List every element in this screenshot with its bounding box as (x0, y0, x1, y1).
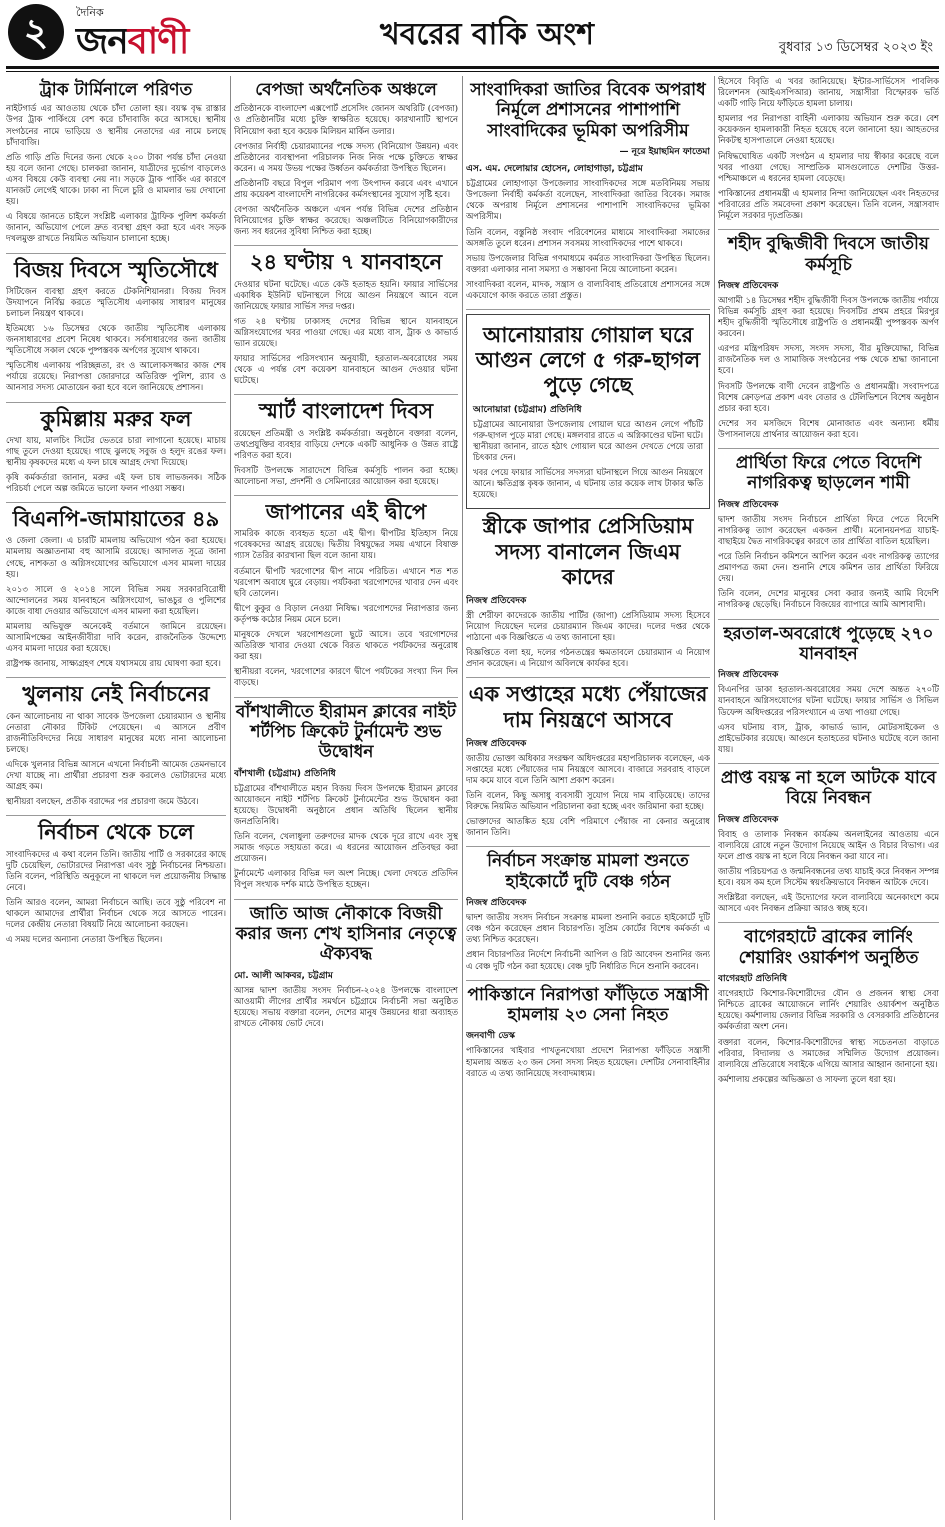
article-hartal (718, 624, 939, 764)
article-bnp (6, 507, 226, 678)
column-divider (230, 76, 231, 1520)
article-headline: হরতাল-অবরোধে পুড়েছে ২৭০ যানবাহন (723, 623, 934, 664)
article-paragraph: সিটিজেন ব্যবস্থা গ্রহণ করতে টেকনিশিয়ানরা। বিজয় দিবস উদযাপনে নির্বিঘ্ন করতে স্মৃতিসৌধ এলাকায় সাধারণ মানুষের চলাচল নিয়ন্ত্রণ থাকবে। (6, 285, 226, 318)
article-anwara (466, 314, 710, 509)
article-khulna (6, 682, 226, 816)
article-paragraph: দ্বীপে কুকুর ও বিড়াল নেওয়া নিষিদ্ধ। খরগোশদের নিরাপত্তার জন্য কর্তৃপক্ষ কঠোর নিয়ম মেনে চলে। (234, 602, 458, 624)
article-brac (718, 927, 939, 1085)
article-paragraph: সংশ্লিষ্টরা বলছেন, এই উদ্যোগের ফলে বাল্যবিয়ে অনেকাংশে কমে আসবে এবং নিবন্ধন প্রক্রিয়া আরও স্বচ্ছ হবে। (718, 892, 939, 914)
article-paragraph: এ বিষয়ে জানতে চাইলে সংশ্লিষ্ট এলাকার ট্রাফিক পুলিশ কর্মকর্তা জানান, অভিযোগ পেলে দ্রুত ব্যবস্থা গ্রহণ করা হবে এবং সড়ক দখলমুক্ত রাখতে নিয়মিত অভিযান চালানো হচ্ছে। (6, 211, 226, 244)
article-paragraph: জাতীয় পরিচয়পত্র ও জন্মনিবন্ধনের তথ্য যাচাই করে নিবন্ধন সম্পন্ন হবে। বয়স কম হলে সিস্টেম স্বয়ংক্রিয়ভাবে নিবন্ধন আটকে দেবে। (718, 865, 939, 888)
article-byline: মো. আলী আকবর, চট্টগ্রাম (234, 970, 333, 981)
article-quote-attribution: — নূরে ইয়াছমিন ফাতেমা (619, 147, 710, 158)
article-fire24 (234, 250, 458, 395)
article-paragraph: কেন আলোচনায় না থাকা সাবেক উপজেলা চেয়ারম্যান ও স্থানীয় নেতারা নৌকার টিকিট পেয়েছেন। এ আসনে প্রবীণ রাজনীতিবিদদের নিয়ে সাধারণ মানুষের মধ্যে নানা আলোচনা চলছে। (6, 710, 226, 754)
article-paragraph: তিনি আরও বলেন, আমরা নির্বাচনে আছি। তবে সুষ্ঠু পরিবেশ না থাকলে আমাদের প্রার্থীরা নির্বাচন থেকে সরে আসতে পারেন। দলের কেন্দ্রীয় নেতারা বিষয়টি নিয়ে আলোচনা করছেন। (6, 896, 226, 930)
article-paragraph: প্রতি গাড়ি প্রতি দিনের জন্য থেকে ২০০ টাকা পর্যন্ত চাঁদা নেওয়া হয় বলে জানা গেছে। চালকরা জানান, যাত্রীদের দুর্ভোগ বাড়লেও এসব বিষয়ে কেউ ব্যবস্থা নেয় না। সড়কে ট্রাক পার্কিং এর কারণে যানজট লেগেই থাকে। ঢাকা না দিলে চুরি ও মামলার ভয় দেখানো হয়। (6, 151, 226, 207)
article-paragraph: পরে তিনি নির্বাচন কমিশনে আপিল করেন এবং নাগরিকত্ব ত্যাগের প্রমাণপত্র জমা দেন। শুনানি শেষে কমিশন তার প্রার্থিতা ফিরিয়ে দেয়। (718, 551, 939, 584)
article-paragraph: বাগেরহাটে কিশোর-কিশোরীদের যৌন ও প্রজনন স্বাস্থ্য সেবা নিশ্চিতে ব্রাকের আয়োজনে লার্নিং শেয়ারিং ওয়ার্কশপ অনুষ্ঠিত হয়েছে। কর্মশালায় জেলার বিভিন্ন সরকারি ও বেসরকারি প্রতিষ্ঠানের কর্মকর্তারা অংশ নেন। (718, 988, 939, 1032)
article-smart (234, 399, 458, 496)
article-paragraph: সামরিক কাজে ব্যবহৃত হতো এই দ্বীপ। দ্বীপটির ইতিহাস নিয়ে গবেষকদের আগ্রহ রয়েছে। দ্বিতীয় বিশ্বযুদ্ধের সময় এখানে বিষাক্ত গ্যাস তৈরির কারখানা ছিল বলে জানা যায়। (234, 528, 458, 561)
article-headline: নির্বাচন সংক্রান্ত মামলা শুনতে হাইকোর্টে দুটি বেঞ্চ গঠন (487, 851, 689, 892)
article-paragraph: কর্মশালায় প্রকল্পের অভিজ্ঞতা ও সাফল্য তুলে ধরা হয়। (718, 1073, 896, 1084)
article-election-left (6, 820, 226, 945)
article-truck (6, 80, 226, 254)
article-paragraph: দিবসটি উপলক্ষে বাণী দেবেন রাষ্ট্রপতি ও প্রধানমন্ত্রী। সংবাদপত্রে বিশেষ ক্রোড়পত্র প্রকাশ এবং বেতার ও টেলিভিশনে বিশেষ অনুষ্ঠান প্রচার করা হবে। (718, 380, 939, 413)
article-paragraph: তিনি বলেন, খেলাধুলা তরুণদের মাদক থেকে দূরে রাখে এবং সুস্থ সমাজ গড়তে সহায়তা করে। এ ধরনের আয়োজন প্রতিবছর করা প্রয়োজন। (234, 831, 458, 864)
article-byline: এস. এম. দেলোয়ার হোসেন, লোহাগাড়া, চট্টগ্রাম (466, 164, 643, 175)
article-paragraph: দেশের সব মসজিদে বিশেষ মোনাজাত এবং অন্যান্য ধর্মীয় উপাসনালয়ে প্রার্থনার আয়োজন করা হবে। (718, 417, 939, 439)
logo-wordmark (76, 14, 188, 74)
article-headline: বাগেরহাটে ব্রাকের লার্নিং শেয়ারিং ওয়ার্কশপ অনুষ্ঠিত (738, 927, 919, 968)
article-byline: নিজস্ব প্রতিবেদক (718, 670, 779, 681)
article-byline: বাঁশখালী (চট্টগ্রাম) প্রতিনিধি (234, 768, 336, 779)
article-paragraph: সভায় উপজেলার বিভিন্ন গণমাধ্যমে কর্মরত সাংবাদিকরা উপস্থিত ছিলেন। বক্তারা এলাকার নানা সমস্যা ও সম্ভাবনা নিয়ে আলোচনা করেন। (466, 252, 710, 274)
article-paragraph: মানুষকে দেখলে খরগোশগুলো ছুটে আসে। তবে খরগোশদের অতিরিক্ত খাবার দেওয়া থেকে বিরত থাকতে পর্যটকদের অনুরোধ করা হয়। (234, 629, 458, 662)
article-paragraph: রয়েছেন প্রতিমন্ত্রী ও সংশ্লিষ্ট কর্মকর্তারা। অনুষ্ঠানে বক্তারা বলেন, তথ্যপ্রযুক্তির ব্যবহার বাড়িয়ে দেশকে একটি আধুনিক ও উন্নত রাষ্ট্রে পরিণত করা হবে। (234, 427, 458, 460)
logo-right: বাণী (127, 21, 189, 62)
masthead-rule (6, 66, 939, 69)
article-headline: বিএনপি-জামায়াতের ৪৯ (12, 507, 220, 532)
article-byline: নিজস্ব প্রতিবেদক (718, 814, 779, 825)
article-paragraph: এদিকে খুলনার বিভিন্ন আসনে এখনো নির্বাচনী আমেজ তেমনভাবে দেখা যাচ্ছে না। প্রার্থীরা প্রচারণা শুরু করলেও ভোটারদের মধ্যে আগ্রহ কম। (6, 758, 226, 792)
article-headline: বিজয় দিবসে স্মৃতিসৌধে (14, 257, 218, 282)
article-paragraph: খবর পেয়ে ফায়ার সার্ভিসের সদস্যরা ঘটনাস্থলে গিয়ে আগুন নিয়ন্ত্রণে আনে। ক্ষতিগ্রস্ত কৃষক জানান, এ ঘটনায় তার কয়েক লাখ টাকার ক্ষতি হয়েছে। (473, 467, 703, 500)
column-1 (6, 76, 226, 1520)
article-cricket (234, 702, 458, 900)
column-divider (462, 76, 463, 1520)
article-paragraph: এরপর মন্ত্রিপরিষদ সদস্য, সংসদ সদস্য, বীর মুক্তিযোদ্ধা, বিভিন্ন রাজনৈতিক দল ও সামাজিক সংগঠনের পক্ষ থেকে শ্রদ্ধা জানানো হবে। (718, 343, 939, 376)
article-paragraph: দ্বাদশ জাতীয় সংসদ নির্বাচনে প্রার্থিতা ফিরে পেতে বিদেশি নাগরিকত্ব ত্যাগ করেছেন একজন প্রার্থী। মনোনয়নপত্র যাচাই-বাছাইয়ে দ্বৈত নাগরিকত্বের কারণে তার প্রার্থিতা বাতিল হয়েছিল। (718, 513, 939, 546)
article-paragraph: দ্বাদশ জাতীয় সংসদ নির্বাচন সংক্রান্ত মামলা শুনানি করতে হাইকোর্টে দুটি বেঞ্চ গঠন করেছেন প্রধান বিচারপতি। সুপ্রিম কোর্টের বিশেষ কর্মকর্তা এ তথ্য নিশ্চিত করেছেন। (466, 912, 710, 945)
column-divider (714, 76, 715, 1520)
article-economy (234, 80, 458, 246)
article-headline: বেপজা অর্থনৈতিক অঞ্চলে (255, 80, 437, 100)
article-headline: পাকিস্তানে নিরাপত্তা ফাঁড়িতে সন্ত্রাসী হামলায় ২৩ সেনা নিহত (467, 984, 709, 1026)
section-title: খবরের বাকি অংশ (380, 17, 594, 52)
article-paragraph: স্ত্রী শেরীফা কাদেরকে জাতীয় পার্টির (জাপা) প্রেসিডিয়াম সদস্য হিসেবে নিয়োগ দিয়েছেন দলের চেয়ারম্যান জিএম কাদের। দলের দপ্তর থেকে পাঠানো এক বিজ্ঞপ্তিতে এ তথ্য জানানো হয়। (466, 609, 710, 643)
article-paragraph: চট্টগ্রামের আনোয়ারা উপজেলায় গোয়াল ঘরে আগুন লেগে পাঁচটি গরু-ছাগল পুড়ে মারা গেছে। মঙ্গলবার রাতে এ অগ্নিকাণ্ডের ঘটনা ঘটে। স্থানীয়রা জানান, রাতে হঠাৎ গোয়াল ঘরে আগুন দেখতে পেয়ে তারা চিৎকার দেন। (473, 418, 703, 462)
article-paragraph: বেপজার নির্বাহী চেয়ারম্যানের পক্ষে সদস্য (বিনিয়োগ উন্নয়ন) এবং প্রতিষ্ঠানের ব্যবস্থাপনা পরিচালক নিজ নিজ পক্ষে চুক্তিতে স্বাক্ষর করেন। এ সময় উভয় পক্ষের উর্ধ্বতন কর্মকর্তারা উপস্থিত ছিলেন। (234, 140, 458, 173)
column-3 (466, 76, 710, 1520)
article-paragraph: বেপজা অর্থনৈতিক অঞ্চলে এখন পর্যন্ত বিভিন্ন দেশের প্রতিষ্ঠান বিনিয়োগের চুক্তি স্বাক্ষর করেছে। অঞ্চলটিতে বিনিয়োগকারীদের জন্য সব ধরনের সুবিধা নিশ্চিত করা হচ্ছে। (234, 204, 458, 237)
article-nation (234, 904, 458, 1030)
article-headline: সাংবাদিকরা জাতির বিবেক অপরাধ নির্মূলে প্রশাসনের পাশাপাশি সাংবাদিকের ভূমিকা অপরিসীম (470, 80, 706, 141)
article-headline: কুমিল্লায় মরুর ফল (40, 406, 192, 431)
article-byline: নিজস্ব প্রতিবেদক (466, 738, 527, 749)
article-paragraph: বিএনপির ডাকা হরতাল-অবরোধের সময় দেশে অন্তত ২৭০টি যানবাহনে অগ্নিসংযোগের ঘটনা ঘটেছে। ফায়ার সার্ভিস ও সিভিল ডিফেন্স অধিদপ্তরের পরিসংখ্যানে এ তথ্য পাওয়া গেছে। (718, 684, 939, 717)
article-headline: বাঁশখালীতে হীরামন ক্লাবের নাইট শর্টপিচ ক্রিকেট টুর্নামেন্ট শুভ উদ্বোধন (235, 701, 457, 763)
article-paragraph: সাংবাদিকদের এ কথা বলেন তিনি। জাতীয় পার্টি ও সরকারের কাছে দুটি চেয়েছিল, ভোটারদের নিরাপত্তা এবং সুষ্ঠু নির্বাচনের নিশ্চয়তা। তিনি বলেন, পরিস্থিতি অনুকূলে না থাকলে দল প্রয়োজনীয় সিদ্ধান্ত নেবে। (6, 848, 226, 892)
issue-date: বুধবার ১৩ ডিসেম্বর ২০২৩ ইং (778, 40, 933, 55)
article-headline: ট্রাক টার্মিনালে পরিণত (39, 80, 193, 100)
article-paragraph: আসন্ন দ্বাদশ জাতীয় সংসদ নির্বাচন-২০২৪ উপলক্ষে বাংলাদেশ আওয়ামী লীগের প্রার্থীর সমর্থনে চট্টগ্রামে নির্বাচনী সভা অনুষ্ঠিত হয়েছে। সভায় বক্তারা বলেন, দেশের মানুষ উন্নয়নের ধারা অব্যাহত রাখতে নৌকায় ভোট দেবে। (234, 984, 458, 1028)
article-paragraph: তিনি বলেন, দেশের মানুষের সেবা করার জন্যই আমি বিদেশি নাগরিকত্ব ছেড়েছি। নির্বাচনে বিজয়ের ব্যাপারে আমি আশাবাদী। (718, 588, 939, 610)
article-paragraph: দিবসটি উপলক্ষে সারাদেশে বিভিন্ন কর্মসূচি পালন করা হচ্ছে। আলোচনা সভা, প্রদর্শনী ও সেমিনারের আয়োজন করা হয়েছে। (234, 464, 458, 487)
article-paragraph: দেখা যায়, মালচিং সিটের ভেতরে চারা লাগানো হয়েছে। মাচায় গাছ তুলে দেওয়া হয়েছে। গাছে ঝুলছে সবুজ ও হলুদ রঙের ফল। স্থানীয় কৃষকদের মধ্যে এ ফল চাষে আগ্রহ দেখা দিয়েছে। (6, 434, 226, 467)
article-gm-quader (466, 514, 710, 678)
article-paragraph: স্থানীয়রা বলছেন, প্রতীক বরাদ্দের পর প্রচারণা জমে উঠবে। (6, 796, 199, 807)
article-headline: ২৪ ঘণ্টায় ৭ যানবাহনে (249, 250, 443, 275)
article-headline: জাপানের এই দ্বীপে (265, 500, 427, 525)
article-paragraph: ফায়ার সার্ভিসের পরিসংখ্যান অনুযায়ী, হরতাল-অবরোধের সময় থেকে এ পর্যন্ত বেশ কয়েকশ যানবাহনে আগুন দেওয়ার ঘটনা ঘটেছে। (234, 353, 458, 386)
article-paragraph: চট্টগ্রামের বাঁশখালীতে মহান বিজয় দিবস উপলক্ষে হীরামন ক্লাবের আয়োজনে নাইট শর্টপিচ ক্রিকেট টুর্নামেন্টের শুভ উদ্বোধন করা হয়েছে। উদ্বোধনী অনুষ্ঠানে প্রধান অতিথি ছিলেন স্থানীয় জনপ্রতিনিধি। (234, 782, 458, 826)
article-headline: প্রার্থিতা ফিরে পেতে বিদেশি নাগরিকত্ব ছাড়লেন শামী (735, 453, 922, 494)
logo-daily-label: দৈনিক (76, 6, 104, 19)
article-paragraph: প্রতিষ্ঠানকে বাংলাদেশ এক্সপোর্ট প্রসেসিং জোনস অথরিটি (বেপজা) ও প্রতিষ্ঠানটির মধ্যে চুক্তি স্বাক্ষরিত হয়েছে। কারখানাটি স্থাপনে বিনিয়োগ করা হবে কয়েক মিলিয়ন মার্কিন ডলার। (234, 103, 458, 136)
logo-left: জন (76, 21, 128, 62)
article-headline: খুলনায় নেই নির্বাচনের (22, 682, 210, 707)
article-paragraph: স্থানীয়রা বলেন, খরগোশের কারণে দ্বীপে পর্যটকের সংখ্যা দিন দিন বাড়ছে। (234, 666, 458, 688)
article-paragraph: হামলার পর নিরাপত্তা বাহিনী এলাকায় অভিযান শুরু করে। বেশ কয়েকজন হামলাকারী নিহত হয়েছে বলে জানানো হয়। আহতদের নিকটস্থ হাসপাতালে নেওয়া হয়েছে। (718, 113, 939, 146)
article-paragraph: হিসেবে বিবৃতি এ খবর জানিয়েছে। ইন্টার-সার্ভিসেস পাবলিক রিলেশনস (আইএসপিআর) জানায়, সন্ত্রাসীরা বিস্ফোরক ভর্তি একটি গাড়ি নিয়ে ফাঁড়িতে হামলা চালায়। (718, 76, 939, 109)
article-paragraph: পাকিস্তানের প্রধানমন্ত্রী এ হামলার নিন্দা জানিয়েছেন এবং নিহতদের পরিবারের প্রতি সমবেদনা প্রকাশ করেছেন। তিনি বলেন, সন্ত্রাসবাদ নির্মূলে সরকার দৃঢ়প্রতিজ্ঞ। (718, 187, 939, 221)
masthead (0, 0, 945, 66)
article-citizenship (718, 453, 939, 620)
article-paragraph: টুর্নামেন্টে এলাকার বিভিন্ন দল অংশ নিচ্ছে। খেলা দেখতে প্রতিদিন বিপুল সংখ্যক দর্শক মাঠে উপস্থিত হচ্ছেন। (234, 868, 458, 890)
article-pakistan (466, 985, 710, 1079)
article-paragraph: ২০১৩ সালে ও ২০১৪ সালে বিভিন্ন সময় সরকারবিরোধী আন্দোলনের সময় যানবাহনে অগ্নিসংযোগ, ভাঙচুর ও পুলিশের কাজে বাধা দেওয়ার অভিযোগে এসব মামলা করা হয়েছিল। (6, 583, 226, 616)
article-paragraph: এ সময় দলের অন্যান্য নেতারা উপস্থিত ছিলেন। (6, 934, 163, 945)
article-paragraph: আগামী ১৪ ডিসেম্বর শহীদ বুদ্ধিজীবী দিবস উপলক্ষে জাতীয় পর্যায়ে বিভিন্ন কর্মসূচি গ্রহণ করা হয়েছে। দিবসটির প্রথম প্রহরে মিরপুর শহীদ বুদ্ধিজীবী স্মৃতিসৌধে রাষ্ট্রপতি ও প্রধানমন্ত্রী পুষ্পস্তবক অর্পণ করবেন। (718, 294, 939, 339)
article-paragraph: বক্তারা বলেন, কিশোর-কিশোরীদের স্বাস্থ্য সচেতনতা বাড়াতে পরিবার, বিদ্যালয় ও সমাজের সম্মিলিত উদ্যোগ প্রয়োজন। বাল্যবিয়ে প্রতিরোধে সবাইকে এগিয়ে আসার আহ্বান জানানো হয়। (718, 1036, 939, 1069)
article-paragraph: তিনি বলেন, বস্তুনিষ্ঠ সংবাদ পরিবেশনের মাধ্যমে সাংবাদিকরা সমাজের অসঙ্গতি তুলে ধরেন। প্রশাসন সবসময় সাংবাদিকদের পাশে থাকবে। (466, 226, 710, 248)
article-byline: নিজস্ব প্রতিবেদক (718, 280, 779, 291)
article-japan (234, 500, 458, 697)
article-right-top (718, 76, 939, 230)
article-headline: স্ত্রীকে জাপার প্রেসিডিয়াম সদস্য বানালেন জিএম কাদের (482, 514, 694, 589)
article-headline: স্মার্ট বাংলাদেশ দিবস (258, 399, 434, 424)
article-headline: জাতি আজ নৌকাকে বিজয়ী করার জন্য শেখ হাসিনার নেতৃত্বে ঐক্যবদ্ধ (235, 903, 457, 965)
column-2 (234, 76, 458, 1520)
newspaper-logo (76, 4, 196, 60)
article-paragraph: পাকিস্তানের খাইবার পাখতুনখোয়া প্রদেশে নিরাপত্তা ফাঁড়িতে সন্ত্রাসী হামলায় অন্তত ২৩ জন সেনা সদস্য নিহত হয়েছেন। দেশটির সেনাবাহিনীর বরাতে এ তথ্য জানিয়েছে সংবাদমাধ্যম। (466, 1045, 710, 1078)
article-marriage (718, 768, 939, 923)
article-byline: জনবাণী ডেস্ক (466, 1031, 515, 1042)
article-paragraph: প্রতিষ্ঠানটি বছরে বিপুল পরিমাণ পণ্য উৎপাদন করবে এবং এখানে প্রায় কয়েকশ বাংলাদেশি নাগরিকের কর্মসংস্থানের সুযোগ সৃষ্টি হবে। (234, 177, 458, 200)
article-paragraph: বর্তমানে দ্বীপটি খরগোশের দ্বীপ নামে পরিচিত। এখানে শত শত খরগোশ অবাধে ঘুরে বেড়ায়। পর্যটকরা খরগোশদের খাবার দেন এবং ছবি তোলেন। (234, 565, 458, 598)
article-paragraph: তিনি বলেন, কিছু অসাধু ব্যবসায়ী সুযোগ নিয়ে দাম বাড়িয়েছে। তাদের বিরুদ্ধে নিয়মিত অভিযান পরিচালনা করা হচ্ছে এবং জরিমানা করা হচ্ছে। (466, 790, 710, 812)
article-comilla (6, 407, 226, 504)
article-headline: শহীদ বুদ্ধিজীবী দিবসে জাতীয় কর্মসূচি (728, 234, 929, 275)
article-paragraph: গত ২৪ ঘণ্টায় ঢাকাসহ দেশের বিভিন্ন স্থানে যানবাহনে অগ্নিসংযোগের খবর পাওয়া গেছে। এর মধ্যে বাস, ট্রাক ও কাভার্ড ভ্যান রয়েছে। (234, 315, 458, 349)
article-paragraph: ও জেলা জেলা। এ চারটি মামলায় অভিযোগ গঠন করা হয়েছে। মামলায় অজ্ঞাতনামা বহু আসামি রয়েছে। আদালত সূত্রে জানা গেছে, নাশকতা ও অগ্নিসংযোগের অভিযোগে এসব মামলা দায়ের হয়। (6, 535, 226, 579)
article-paragraph: দেওয়ার ঘটনা ঘটেছে। এতে কেউ হতাহত হয়নি। ফায়ার সার্ভিসের একাধিক ইউনিট ঘটনাস্থলে গিয়ে আগুন নিয়ন্ত্রণে আনে বলে জানিয়েছে ফায়ার সার্ভিস সদর দপ্তর। (234, 278, 458, 311)
masthead-rule-thin (6, 71, 939, 72)
article-paragraph: চট্টগ্রামের লোহাগাড়া উপজেলার সাংবাদিকদের সঙ্গে মতবিনিময় সভায় উপজেলা নির্বাহী কর্মকর্তা বলেছেন, সাংবাদিকরা জাতির বিবেক। সমাজ থেকে অপরাধ নির্মূলে প্রশাসনের পাশাপাশি সাংবাদিকদের ভূমিকা অপরিসীম। (466, 178, 710, 222)
column-4 (718, 76, 939, 1520)
article-byline: নিজস্ব প্রতিবেদক (718, 499, 779, 510)
article-highcourt (466, 851, 710, 980)
article-victory (6, 258, 226, 403)
article-paragraph: নিষিদ্ধঘোষিত একটি সংগঠন এ হামলার দায় স্বীকার করেছে বলে খবর পাওয়া গেছে। সাম্প্রতিক মাসগুলোতে দেশটির উত্তর-পশ্চিমাঞ্চলে এ ধরনের হামলা বেড়েছে। (718, 150, 939, 183)
article-paragraph: মামলায় অভিযুক্ত অনেকেই বর্তমানে জামিনে রয়েছেন। আসামিপক্ষের আইনজীবীরা দাবি করেন, রাজনৈতিক উদ্দেশ্যে এসব মামলা দায়ের করা হয়েছে। (6, 621, 226, 654)
article-paragraph: ভোক্তাদের আতঙ্কিত হয়ে বেশি পরিমাণে পেঁয়াজ না কেনার অনুরোধ জানান তিনি। (466, 816, 710, 838)
article-byline: নিজস্ব প্রতিবেদক (466, 595, 527, 606)
article-journalists (466, 80, 710, 310)
article-paragraph: বিজ্ঞপ্তিতে বলা হয়, দলের গঠনতন্ত্রের ক্ষমতাবলে চেয়ারম্যান এ নিয়োগ প্রদান করেছেন। এ নিয়োগ অবিলম্বে কার্যকর হবে। (466, 647, 710, 669)
article-headline: নির্বাচন থেকে চলে (38, 820, 194, 845)
article-headline: আনোয়ারায় গোয়াল ঘরে আগুন লেগে ৫ গরু-ছাগল পুড়ে গেছে (475, 323, 701, 398)
article-paragraph: বিবাহ ও তালাক নিবন্ধন কার্যক্রম অনলাইনের আওতায় এনে বাল্যবিয়ে রোধে নতুন উদ্যোগ নিয়েছে আইন ও বিচার বিভাগ। এর ফলে প্রাপ্ত বয়স্ক না হলে বিয়ে নিবন্ধন করা যাবে না। (718, 828, 939, 861)
article-paragraph: ইতিমধ্যে ১৬ ডিসেম্বর থেকে জাতীয় স্মৃতিসৌধ এলাকায় জনসাধারণের প্রবেশ নিষেধ থাকবে। সর্বসাধারণের জন্য জাতীয় স্মৃতিসৌধে সকাল থেকে পুষ্পস্তবক অর্পণের সুযোগ থাকবে। (6, 322, 226, 356)
article-paragraph: রাষ্ট্রপক্ষ জানায়, সাক্ষ্যগ্রহণ শেষে যথাসময়ে রায় ঘোষণা করা হবে। (6, 658, 221, 669)
article-headline: এক সপ্তাহের মধ্যে পেঁয়াজের দাম নিয়ন্ত্রণে আসবে (468, 682, 708, 732)
article-headline: প্রাপ্ত বয়স্ক না হলে আটকে যাবে বিয়ে নিবন্ধন (720, 767, 937, 809)
article-onion (466, 682, 710, 847)
article-intellectuals (718, 234, 939, 449)
article-paragraph: নাইটগার্ড এর আওতায় থেকে চাঁদা তোলা হয়। বয়স্ক বৃদ্ধ রাস্তার উপর ট্রাক পার্কিংয়ে বেশ করে চাঁদাবাজি করে আসছে। স্থানীয় সংগঠনের নামে ভাড়িয়ে ও স্থানীয় নেতাদের এর নামে চলছে চাঁদাবাজি। (6, 103, 226, 147)
article-byline: বাগেরহাট প্রতিনিধি (718, 974, 788, 985)
article-paragraph: প্রধান বিচারপতির নির্দেশে নির্বাচনী আপিল ও রিট আবেদন শুনানির জন্য এ বেঞ্চ দুটি গঠন করা হয়েছে। বেঞ্চ দুটি নির্ধারিত দিনে শুনানি করবেন। (466, 949, 710, 971)
article-paragraph: জাতীয় ভোক্তা অধিকার সংরক্ষণ অধিদপ্তরের মহাপরিচালক বলেছেন, এক সপ্তাহের মধ্যে পেঁয়াজের দাম নিয়ন্ত্রণে আসবে। বাজারে সরবরাহ বাড়লে দাম কমে যাবে বলে তিনি আশা প্রকাশ করেন। (466, 752, 710, 785)
page-number: ২ (8, 4, 64, 60)
article-paragraph: এসব ঘটনায় বাস, ট্রাক, কাভার্ড ভ্যান, মোটরসাইকেল ও প্রাইভেটকার রয়েছে। আগুনে হতাহতের ঘটনাও ঘটেছে বলে জানা যায়। (718, 721, 939, 754)
article-byline: নিজস্ব প্রতিবেদক (466, 898, 527, 909)
article-byline: আনোয়ারা (চট্টগ্রাম) প্রতিনিধি (473, 404, 582, 415)
article-paragraph: স্মৃতিসৌধ এলাকায় পরিচ্ছন্নতা, রং ও আলোকসজ্জার কাজ শেষ পর্যায়ে রয়েছে। নিরাপত্তা জোরদারে অতিরিক্ত পুলিশ, র‍্যাব ও আনসার সদস্য মোতায়েন করা হবে বলে জানিয়েছে প্রশাসন। (6, 360, 226, 393)
article-paragraph: সাংবাদিকরা বলেন, মাদক, সন্ত্রাস ও বাল্যবিবাহ প্রতিরোধে প্রশাসনের সঙ্গে একযোগে কাজ করতে তারা প্রস্তুত। (466, 278, 710, 301)
article-paragraph: কৃষি কর্মকর্তারা জানান, মরুর এই ফল চাষ লাভজনক। সঠিক পরিচর্যা পেলে অল্প জমিতে ভালো ফলন পাওয়া সম্ভব। (6, 472, 226, 494)
